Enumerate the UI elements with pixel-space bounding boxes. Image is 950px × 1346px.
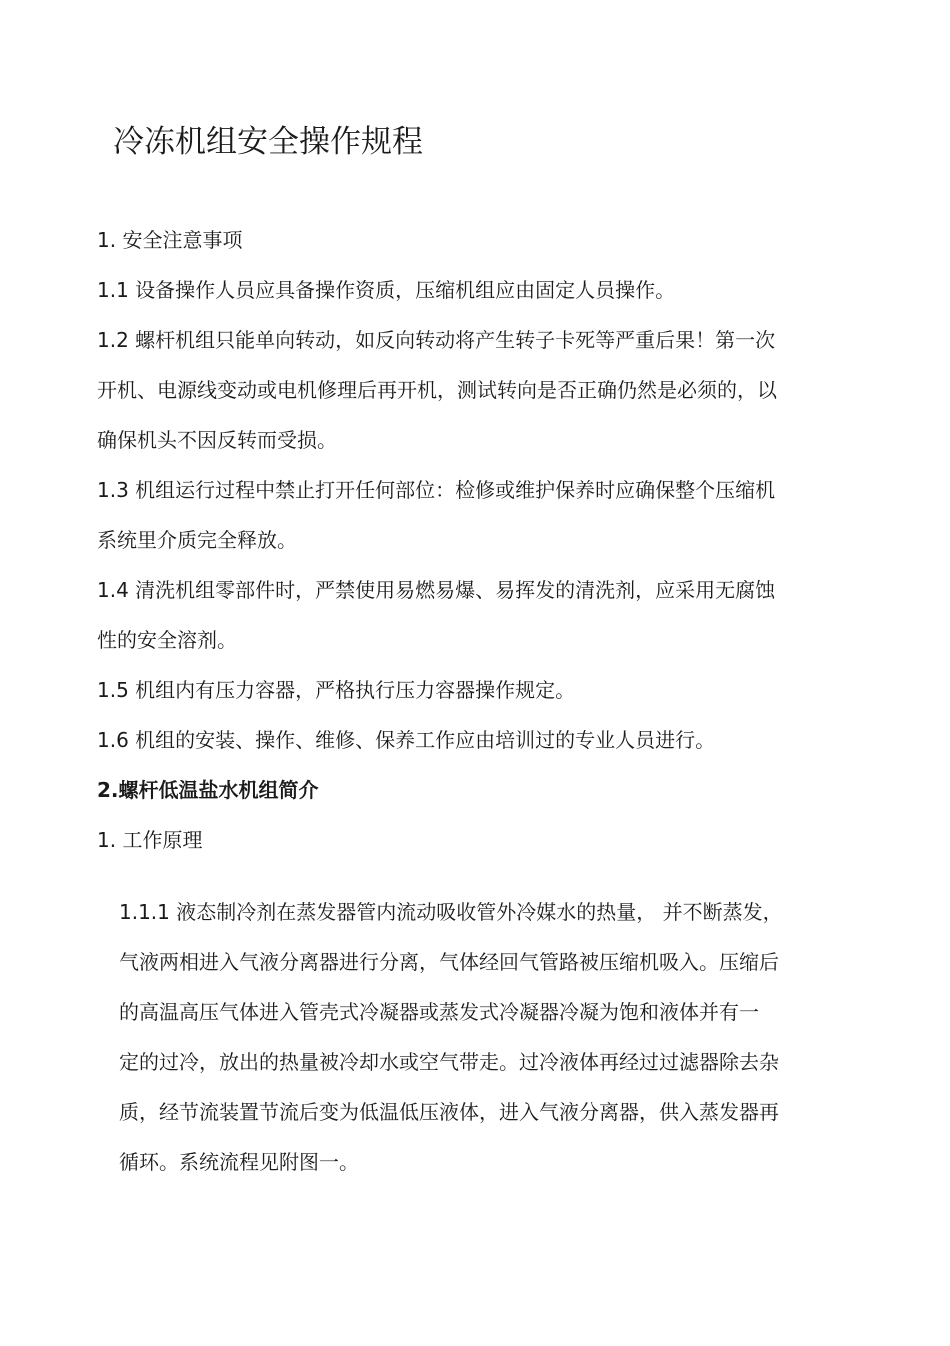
section-heading-intro: 2.螺杆低温盐水机组简介 [97, 778, 319, 802]
paragraph-line: 的高温高压气体进入管壳式冷凝器或蒸发式冷凝器冷凝为饱和液体并有一 [119, 1000, 759, 1024]
paragraph-line: 气液两相进入气液分离器进行分离，气体经回气管路被压缩机吸入。压缩后 [119, 950, 779, 974]
paragraph-line: 性的安全溶剂。 [97, 628, 237, 652]
paragraph-line: 1.4 清洗机组零部件时，严禁使用易燃易爆、易挥发的清洗剂，应采用无腐蚀 [97, 578, 776, 602]
paragraph-line: 1.5 机组内有压力容器，严格执行压力容器操作规定。 [97, 678, 576, 702]
paragraph-line: 质，经节流装置节流后变为低温低压液体，进入气液分离器，供入蒸发器再 [119, 1100, 779, 1124]
paragraph-line: 循环。系统流程见附图一。 [119, 1150, 359, 1174]
paragraph-line: 1.6 机组的安装、操作、维修、保养工作应由培训过的专业人员进行。 [97, 728, 716, 752]
document-title: 冷冻机组安全操作规程 [113, 124, 423, 160]
paragraph-line: 1.1 设备操作人员应具备操作资质，压缩机组应由固定人员操作。 [97, 278, 676, 302]
paragraph-line: 确保机头不因反转而受损。 [97, 428, 337, 452]
paragraph-line: 1.1.1 液态制冷剂在蒸发器管内流动吸收管外冷媒水的热量， 并不断蒸发， [119, 900, 783, 924]
paragraph-line: 1.2 螺杆机组只能单向转动，如反向转动将产生转子卡死等严重后果！第一次 [97, 328, 776, 352]
subsection-heading: 1. 工作原理 [97, 828, 203, 852]
paragraph-line: 定的过冷，放出的热量被冷却水或空气带走。过冷液体再经过过滤器除去杂 [119, 1050, 779, 1074]
paragraph-line: 1.3 机组运行过程中禁止打开任何部位：检修或维护保养时应确保整个压缩机 [97, 478, 776, 502]
paragraph-line: 开机、电源线变动或电机修理后再开机，测试转向是否正确仍然是必须的，以 [97, 378, 777, 402]
paragraph-line: 系统里介质完全释放。 [97, 528, 297, 552]
section-heading-safety: 1. 安全注意事项 [97, 228, 243, 252]
